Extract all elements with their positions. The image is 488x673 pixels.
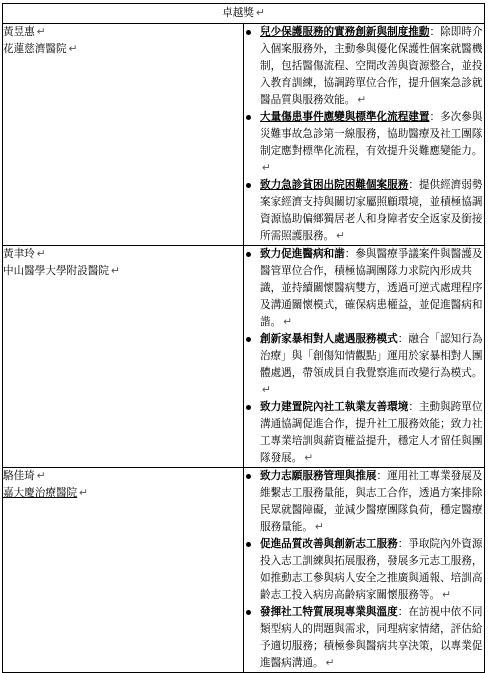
awardee-cell (3, 246, 244, 468)
achievement-list (244, 468, 484, 672)
return-mark: ↵ (255, 7, 265, 19)
awardee-row (3, 246, 485, 468)
awardee-cell (3, 24, 244, 246)
achievement-body: ：爭取院內外資源投入志工訓練與拓展服務，發展多元志工服務，如推動志工參與病人安全之推廣與通報、培訓高齡志工投入病房高齡病家關懷服務等。 (260, 538, 483, 601)
header-row (3, 4, 485, 24)
return-mark: ↵ (325, 657, 335, 669)
achievements-cell (244, 246, 485, 468)
achievement-title: 促進品質改善與創新志工服務 (260, 538, 398, 550)
achievement-body: ：多次參與災難事故急診第一線服務，協助醫療及社工團隊制定應對標準化流程，有效提升災難應變能力。 (260, 111, 483, 157)
awardee-name-line (3, 468, 243, 485)
achievement-title: 創新家暴相對人處遇服務模式 (260, 333, 398, 345)
awardee-name-line (3, 246, 243, 263)
achievement-body: ：參與醫療爭議案件與醫護及醫管單位合作，積極協調團隊力求院內形成共識，並持續關懷醫病雙方，透過可逆式處理程序及溝通關懷模式，確保病患權益，並促進醫病和諧。 (260, 248, 483, 328)
awardee-name: 黃聿玲 (3, 248, 35, 260)
achievement-title: 發揮社工特質展現專業與溫度 (260, 606, 398, 618)
return-mark: ↵ (262, 162, 271, 174)
achievement-title: 致力急診貧困出院困難個案服務 (260, 179, 409, 191)
achievement-item (244, 331, 484, 399)
return-mark: ↵ (314, 521, 324, 533)
achievement-item (244, 24, 484, 109)
achievement-item (244, 604, 484, 672)
achievement-body: ：除即時介入個案服務外，主動參與優化保護性個案就醫機制，包括醫傷流程、空間改善與資源整合，並投入教育訓練，協調跨單位合作，提升個案急診就醫品質與服務效能。 (260, 26, 483, 106)
awardee-org: 嘉大慶治療醫院 (3, 487, 78, 499)
awardee-org-line (3, 263, 243, 280)
return-mark: ↵ (79, 487, 89, 499)
achievement-item (244, 536, 484, 604)
awardee-org: 花蓮慈濟醫院 (3, 43, 67, 55)
achievement-item (244, 109, 484, 177)
achievement-item (244, 246, 484, 331)
awardee-name-line (3, 24, 243, 41)
return-mark: ↵ (68, 43, 78, 55)
awardee-org-line (3, 485, 243, 502)
achievement-title: 大量傷患事件應變與標準化流程建置 (260, 111, 430, 123)
achievement-body: ：融合「認知行為治療」與「創傷知情觀點」運用於家暴相對人團體處遇，帶領成員自我覺察進而改變行為模式。 (260, 333, 483, 379)
return-mark: ↵ (357, 94, 367, 106)
return-mark: ↵ (283, 316, 293, 328)
achievement-title: 致力建置院內社工執業友善環境 (260, 401, 409, 413)
return-mark: ↵ (304, 452, 314, 464)
awardee-row (3, 468, 485, 673)
return-mark: ↵ (36, 248, 46, 260)
return-mark: ↵ (262, 384, 271, 396)
achievement-item (244, 468, 484, 536)
return-mark: ↵ (336, 230, 346, 242)
achievement-body: ：提供經濟弱勢案家經濟支持與關切家屬照顧環境，並積極協調資源協助偏鄉獨居老人和身障者安全返家及銜接所需照護服務。 (260, 179, 483, 242)
award-header (3, 4, 485, 24)
achievement-title: 致力志願服務管理與推展 (260, 470, 377, 482)
achievement-title: 兒少保護服務的實務創新與制度推動 (260, 26, 430, 38)
achievement-list (244, 24, 484, 245)
awardee-row (3, 24, 485, 246)
return-mark: ↵ (36, 26, 46, 38)
achievement-item (244, 177, 484, 245)
awardee-org: 中山醫學大學附設醫院 (3, 265, 109, 277)
achievements-cell (244, 24, 485, 246)
achievement-body: ：在訪視中依不同類型病人的問題與需求，同理病家情緒，評估給予適切服務；積極參與醫病共享決策，以專業促進醫病溝通。 (260, 606, 483, 669)
awardee-name: 黃昱惠 (3, 26, 35, 38)
achievement-title: 致力促進醫病和諧 (260, 248, 345, 260)
return-mark: ↵ (110, 265, 120, 277)
achievement-list (244, 246, 484, 467)
award-table (2, 3, 485, 673)
award-title: 卓越獎 (222, 7, 254, 19)
achievement-body: ：主動與跨單位溝通協調促進合作，提升社工服務效能；致力社工專業培訓與薪資權益提升，穩定人才留任與團隊發展。 (260, 401, 483, 464)
awardee-cell (3, 468, 244, 673)
awardee-name: 駱佳琦 (3, 470, 35, 482)
awardee-org-line (3, 41, 243, 58)
achievement-item (244, 399, 484, 467)
achievement-body: ：運用社工專業發展及維繫志工服務量能，與志工合作，透過方案排除民眾就醫障礙，並減少醫療團隊負荷，穩定醫療服務量能。 (260, 470, 483, 533)
return-mark: ↵ (442, 589, 451, 601)
achievements-cell (244, 468, 485, 673)
return-mark: ↵ (36, 470, 46, 482)
